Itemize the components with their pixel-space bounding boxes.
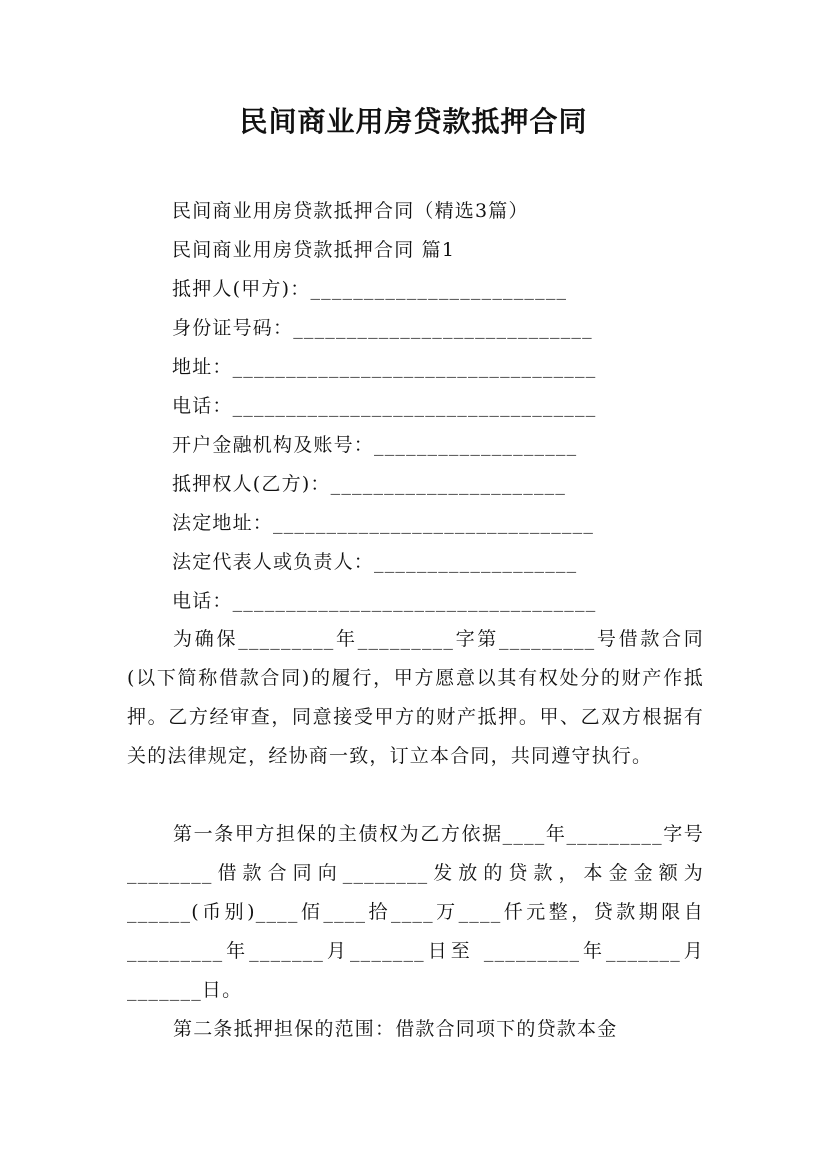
field-blank: ________________________ (310, 278, 568, 300)
field-blank: ______________________ (330, 473, 567, 495)
field-legal-representative (172, 549, 577, 575)
paragraph-article-2: 第二条抵押担保的范围：借款合同项下的贷款本金 (173, 1018, 618, 1040)
field-label: 地址： (172, 356, 233, 378)
field-label: 电话： (172, 395, 233, 417)
field-phone-2 (172, 588, 596, 614)
field-blank: __________________________________ (232, 590, 597, 612)
document-title: 民间商业用房贷款抵押合同 (239, 105, 588, 138)
field-bank-account (172, 432, 577, 458)
field-blank: ______________________________ (273, 512, 595, 534)
document-subtitle: 民间商业用房贷款抵押合同（精选3篇） (172, 200, 529, 222)
field-phone (172, 393, 596, 419)
field-blank: ___________________ (374, 551, 578, 573)
paragraph-preamble: 为确保_________年_________字第_________号借款合同(以下简称借款合同)的履行，甲方愿意以其有权处分的财产作抵押。乙方经审查，同意接受甲方的财产抵押。甲、乙双方根据有关的法律规定，经协商一致，订立本合同，共同遵守执行。 (127, 628, 704, 767)
section-heading: 民间商业用房贷款抵押合同 篇1 (172, 239, 456, 261)
field-blank: ____________________________ (293, 317, 593, 339)
field-label: 开户金融机构及账号： (172, 434, 375, 456)
field-blank: __________________________________ (232, 356, 597, 378)
field-mortgagor (172, 276, 567, 302)
field-label: 法定代表人或负责人： (172, 551, 375, 573)
field-label: 抵押权人(乙方)： (172, 473, 331, 495)
field-mortgagee (172, 471, 566, 497)
field-label: 电话： (172, 590, 233, 612)
field-label: 抵押人(甲方)： (172, 278, 311, 300)
field-legal-address (172, 510, 594, 536)
field-id-number (172, 315, 593, 341)
field-blank: ___________________ (374, 434, 578, 456)
field-label: 法定地址： (172, 512, 274, 534)
field-blank: __________________________________ (232, 395, 597, 417)
field-address (172, 354, 596, 380)
field-label: 身份证号码： (172, 317, 294, 339)
paragraph-article-1: 第一条甲方担保的主债权为乙方依据____年_________字号________借款合同向________发放的贷款，本金金额为______(币别)____佰____拾____万____仟元整，贷款期限自_________年_______月_______日至 _________年_______月_______日。 (127, 823, 704, 1001)
